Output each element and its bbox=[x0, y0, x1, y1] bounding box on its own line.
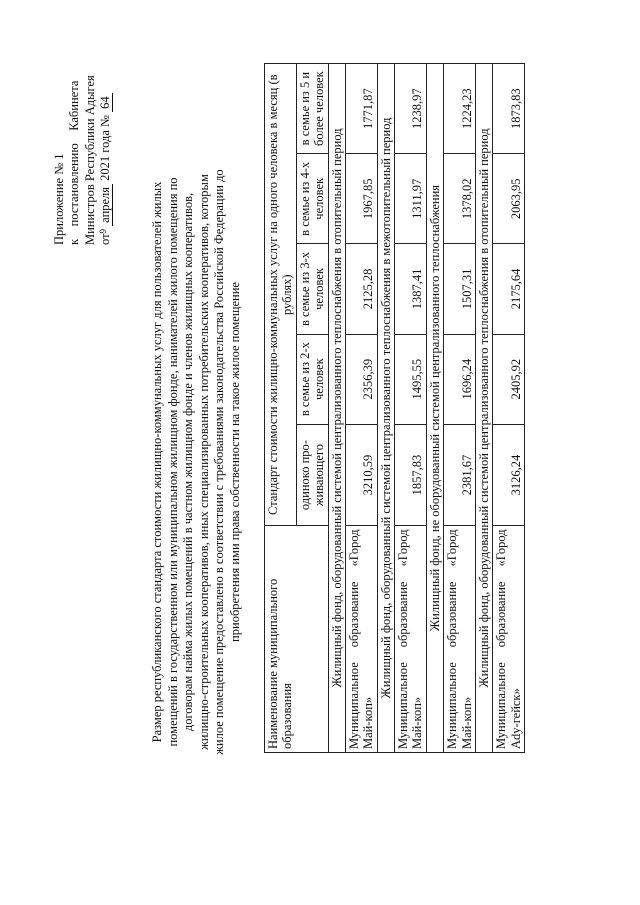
section-row bbox=[328, 64, 345, 753]
municipality-name: Муниципальное образование «Город Ady-гейск» bbox=[493, 526, 525, 753]
value-family-2: 2356,39 bbox=[345, 334, 377, 424]
date-day: 9 bbox=[97, 228, 108, 234]
appendix-cabinet: Министров Республики Адыгея bbox=[82, 75, 97, 245]
subheader-family-5: в семье из 5 и более человек bbox=[296, 64, 328, 154]
appendix-block bbox=[52, 35, 113, 245]
section-title: Жилищный фонд, оборудованный системой централизованного теплоснабжения в межотопительный период bbox=[377, 64, 394, 753]
date-month: апреля bbox=[98, 184, 113, 226]
table-row bbox=[493, 64, 525, 753]
municipality-name: Муниципальное образование «Город Май-коп» bbox=[395, 526, 427, 753]
resolution-number: 64 bbox=[98, 93, 113, 112]
value-family-4: 2063,95 bbox=[493, 154, 525, 244]
value-single: 1857,83 bbox=[395, 424, 427, 526]
section-title: Жилищный фонд, оборудованный системой централизованного теплоснабжения в отопительный период bbox=[328, 64, 345, 753]
value-single: 3210,59 bbox=[345, 424, 377, 526]
value-family-5: 1238,97 bbox=[395, 64, 427, 154]
value-family-3: 1387,41 bbox=[395, 244, 427, 334]
appendix-to-resolution: к постановлению Кабинета bbox=[67, 80, 82, 245]
municipality-name: Муниципальное образование «Город Май-коп» bbox=[345, 526, 377, 753]
section-title: Жилищный фонд, оборудованный системой централизованного теплоснабжения в отопительный период bbox=[475, 64, 492, 753]
standard-cost-table bbox=[264, 63, 525, 753]
value-family-2: 1495,55 bbox=[395, 334, 427, 424]
subheader-family-3: в семье из 3-х человек bbox=[296, 244, 328, 334]
table-row bbox=[444, 64, 476, 753]
section-title: Жилищный фонд, не оборудованный системой централизованного теплоснабжения bbox=[426, 64, 443, 753]
date-year: 2021 года № bbox=[97, 115, 112, 181]
appendix-title: Приложение № 1 bbox=[52, 153, 66, 245]
document-heading: Размер республиканского стандарта стоимости жилищно-коммунальных услуг для пользователей жилых помещений в государственном или муниципальном жилищном фонде, нанимателей жилого помещения по договорам найма жилых помещений в частном жилищном фонде и членов жилищных кооперативов, жилищно-строительных кооперативов, иных специализированных потребительских кооперативов, которым жилое помещение предоставлено в соответствии с требованиями законодательства Российской Федерации до приобретения ими права собственности на такое жилое помещение bbox=[150, 169, 242, 755]
value-family-5: 1224,23 bbox=[444, 64, 476, 154]
value-family-4: 1378,02 bbox=[444, 154, 476, 244]
value-family-3: 1507,31 bbox=[444, 244, 476, 334]
subheader-single: одиноко про-живающего bbox=[296, 424, 328, 526]
table-header-row bbox=[265, 64, 297, 753]
section-row bbox=[377, 64, 394, 753]
value-family-3: 2175,64 bbox=[493, 244, 525, 334]
value-family-2: 1696,24 bbox=[444, 334, 476, 424]
header-municipality: Наименование муниципального образования bbox=[265, 526, 329, 753]
value-family-3: 2125,28 bbox=[345, 244, 377, 334]
value-family-5: 1771,87 bbox=[345, 64, 377, 154]
subheader-family-4: в семье из 4-х человек bbox=[296, 154, 328, 244]
value-single: 3126,24 bbox=[493, 424, 525, 526]
table-row bbox=[395, 64, 427, 753]
value-single: 2381,67 bbox=[444, 424, 476, 526]
appendix-date bbox=[98, 35, 113, 245]
table-row bbox=[345, 64, 377, 753]
section-row bbox=[426, 64, 443, 753]
section-row bbox=[475, 64, 492, 753]
subheader-family-2: в семье из 2-х человек bbox=[296, 334, 328, 424]
header-standard: Стандарт стоимости жилищно-коммунальных услуг на одного человека в месяц (в рублях) bbox=[265, 64, 297, 526]
municipality-name: Муниципальное образование «Город Май-коп» bbox=[444, 526, 476, 753]
value-family-4: 1967,85 bbox=[345, 154, 377, 244]
value-family-5: 1873,83 bbox=[493, 64, 525, 154]
date-prefix: от bbox=[97, 233, 112, 245]
value-family-2: 2405,92 bbox=[493, 334, 525, 424]
value-family-4: 1311,97 bbox=[395, 154, 427, 244]
